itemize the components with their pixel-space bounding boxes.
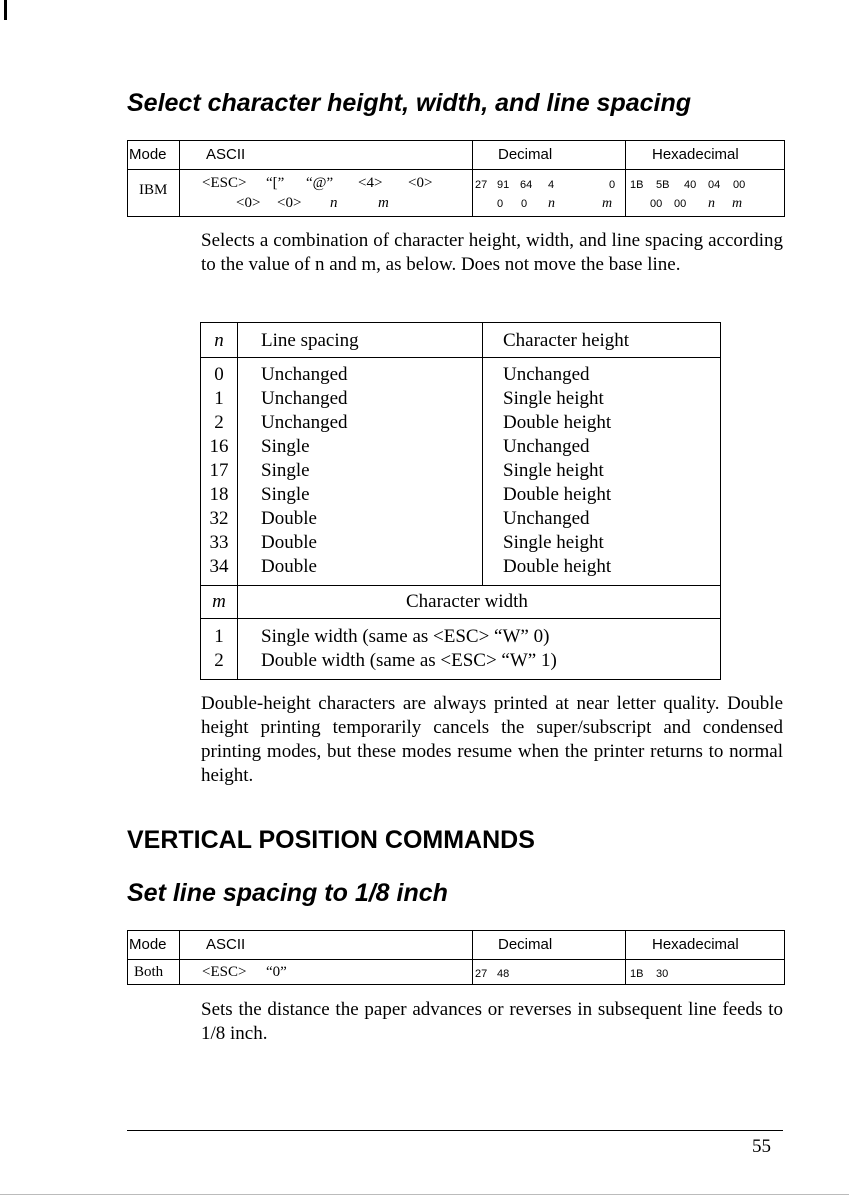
- decimal-token: 27: [475, 179, 488, 191]
- hex-token: 04: [708, 179, 721, 191]
- n-value: 32: [209, 508, 229, 529]
- decimal-token: 91: [497, 179, 510, 191]
- char-width-header: Character width: [406, 591, 528, 612]
- header-hex: Hexadecimal: [652, 936, 739, 953]
- char-height-value: Unchanged: [503, 364, 590, 385]
- line-spacing-value: Unchanged: [261, 388, 348, 409]
- line-spacing-value: Single: [261, 484, 310, 505]
- line-spacing-value: Double: [261, 556, 317, 577]
- header-decimal: Decimal: [498, 146, 553, 163]
- n-value: 1: [214, 388, 224, 409]
- ascii-token: <ESC>: [202, 964, 247, 980]
- decimal-token: 48: [497, 968, 510, 980]
- char-height-value: Unchanged: [503, 508, 590, 529]
- header-decimal: Decimal: [498, 936, 553, 953]
- double-height-note: Double-height characters are always printed at near letter quality. Double height printing temporarily cancels the super/subscript and condensed printing modes, but these modes resume when the printer returns to normal height.: [201, 693, 783, 786]
- char-height-value: Double height: [503, 556, 612, 577]
- scan-corner-mark: [4, 0, 7, 20]
- ascii-token: <0>: [277, 195, 302, 211]
- header-mode: Mode: [129, 146, 167, 163]
- line-spacing-value: Single: [261, 460, 310, 481]
- nm-value-table: [200, 322, 721, 680]
- decimal-token: 64: [520, 179, 533, 191]
- header-hex: Hexadecimal: [652, 146, 739, 163]
- line-spacing-header: Line spacing: [261, 330, 359, 351]
- description-line-spacing: Sets the distance the paper advances or reverses in subsequent line feeds to 1/8 inch.: [201, 999, 783, 1044]
- ascii-token: “[”: [266, 175, 285, 191]
- ascii-token: <0>: [236, 195, 261, 211]
- char-height-value: Single height: [503, 388, 604, 409]
- ascii-token: n: [330, 195, 338, 211]
- char-width-value: Single width (same as <ESC> “W” 0): [261, 626, 550, 647]
- section-title-char-height: Select character height, width, and line spacing: [127, 89, 692, 117]
- header-mode: Mode: [129, 936, 167, 953]
- ascii-token: <4>: [358, 175, 383, 191]
- hex-token: m: [732, 196, 743, 211]
- ascii-token: “@”: [306, 175, 334, 191]
- m-header: m: [212, 591, 226, 612]
- char-width-value: Double width (same as <ESC> “W” 1): [261, 650, 557, 671]
- page-number: 55: [752, 1136, 771, 1157]
- ascii-token: m: [378, 195, 389, 211]
- decimal-token: 0: [521, 198, 528, 210]
- line-spacing-value: Double: [261, 508, 317, 529]
- mode-value: Both: [134, 964, 164, 980]
- hex-token: 00: [674, 198, 687, 210]
- n-value: 2: [214, 412, 224, 433]
- header-ascii: ASCII: [206, 936, 246, 953]
- hex-token: 1B: [630, 968, 644, 980]
- command-table-char-height: [127, 140, 785, 217]
- decimal-token: 0: [497, 198, 504, 210]
- mode-value: IBM: [139, 182, 168, 198]
- decimal-token: 4: [548, 179, 555, 191]
- n-value: 0: [214, 364, 224, 385]
- ascii-token: “0”: [266, 964, 287, 980]
- decimal-token: 27: [475, 968, 488, 980]
- ascii-token: <ESC>: [202, 175, 247, 191]
- footer-rule: [127, 1130, 783, 1131]
- char-height-value: Unchanged: [503, 436, 590, 457]
- n-value: 34: [209, 556, 229, 577]
- hex-token: n: [708, 196, 715, 211]
- n-value: 18: [209, 484, 229, 505]
- hex-token: 30: [656, 968, 669, 980]
- line-spacing-value: Single: [261, 436, 310, 457]
- ascii-token: <0>: [408, 175, 433, 191]
- line-spacing-value: Double: [261, 532, 317, 553]
- m-value: 1: [214, 626, 224, 647]
- decimal-token: m: [602, 196, 613, 211]
- command-table-line-spacing: [127, 930, 785, 985]
- decimal-token: n: [548, 196, 555, 211]
- char-height-value: Double height: [503, 412, 612, 433]
- n-header: n: [214, 330, 224, 351]
- char-height-value: Single height: [503, 532, 604, 553]
- char-height-value: Single height: [503, 460, 604, 481]
- n-value: 16: [209, 436, 229, 457]
- decimal-token: 0: [609, 179, 616, 191]
- scan-edge: [0, 1194, 849, 1195]
- hex-token: 5B: [656, 179, 670, 191]
- char-height-header: Character height: [503, 330, 630, 351]
- description-char-height: Selects a combination of character height, width, and line spacing according to the value of n and m, as below. Does not move the base line.: [201, 230, 783, 275]
- hex-token: 1B: [630, 179, 644, 191]
- hex-token: 00: [733, 179, 746, 191]
- line-spacing-value: Unchanged: [261, 412, 348, 433]
- hex-token: 00: [650, 198, 663, 210]
- char-height-value: Double height: [503, 484, 612, 505]
- line-spacing-value: Unchanged: [261, 364, 348, 385]
- section-heading-vertical-position: VERTICAL POSITION COMMANDS: [127, 826, 535, 854]
- section-title-line-spacing: Set line spacing to 1/8 inch: [127, 879, 448, 907]
- header-ascii: ASCII: [206, 146, 246, 163]
- m-value: 2: [214, 650, 224, 671]
- hex-token: 40: [684, 179, 697, 191]
- n-value: 17: [209, 460, 229, 481]
- n-value: 33: [209, 532, 229, 553]
